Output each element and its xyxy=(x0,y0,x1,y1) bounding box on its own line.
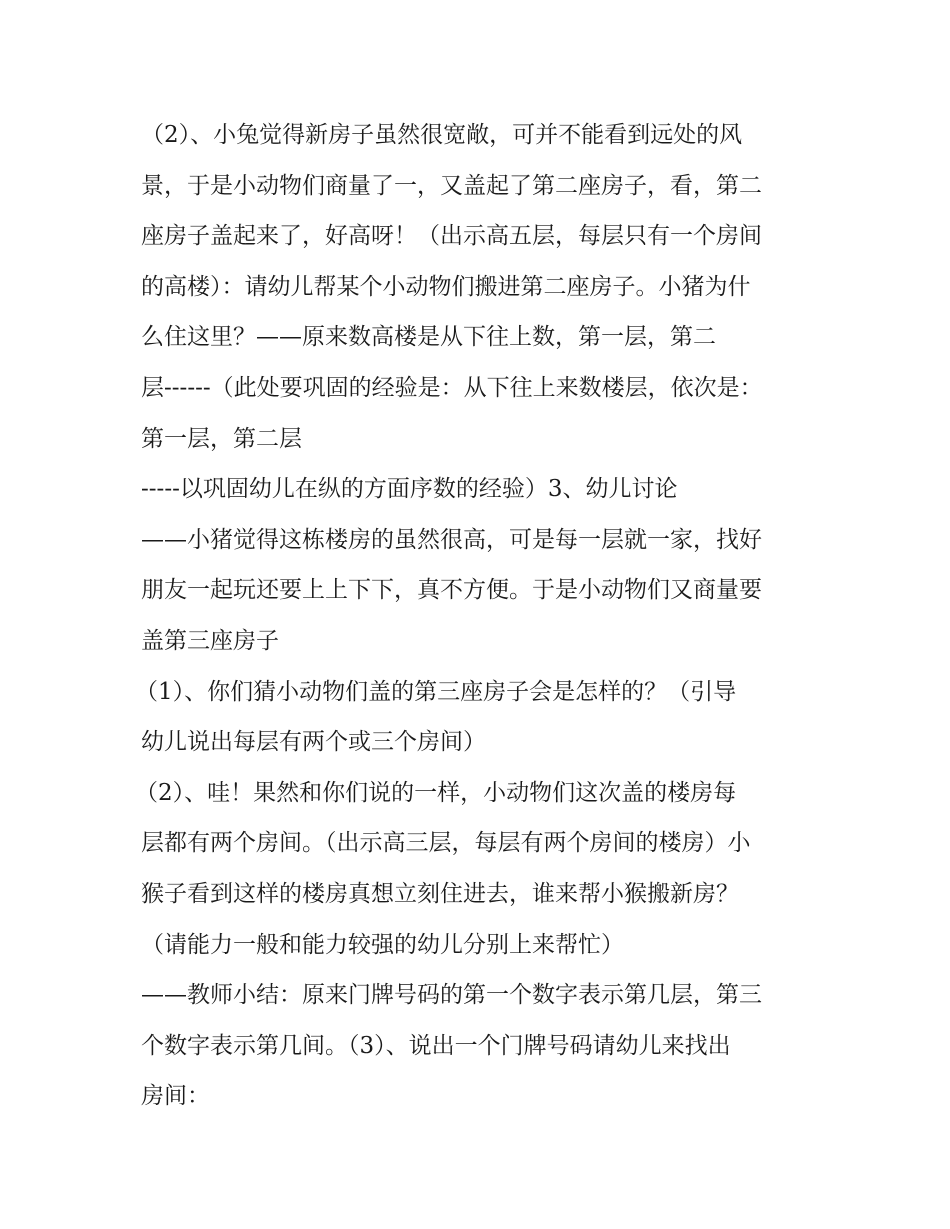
text-line-15: 层都有两个房间。（出示高三层，每层有两个房间的楼房）小 xyxy=(141,830,751,857)
text-line-11: 盖第三座房子 xyxy=(141,627,279,654)
body-text xyxy=(135,110,821,1122)
text-line-2: 景，于是小动物们商量了一，又盖起了第二座房子，看，第二 xyxy=(141,172,762,199)
text-line-19: 个数字表示第几间。（3）、说出一个门牌号码请幼儿来找出 xyxy=(141,1032,731,1059)
text-line-12: （1）、你们猜小动物们盖的第三座房子会是怎样的？（引导 xyxy=(135,678,737,705)
text-line-4: 的高楼）：请幼儿帮某个小动物们搬进第二座房子。小猪为什 xyxy=(141,273,751,300)
text-line-8: -----以巩固幼儿在纵的方面序数的经验）3、幼儿讨论 xyxy=(141,476,678,503)
text-line-3: 座房子盖起来了，好高呀！（出示高五层，每层只有一个房间 xyxy=(141,223,762,250)
text-line-20: 房间： xyxy=(141,1083,210,1110)
text-line-14: （2）、哇！果然和你们说的一样，小动物们这次盖的楼房每 xyxy=(135,779,737,806)
text-line-5: 么住这里？——原来数高楼是从下往上数，第一层，第二 xyxy=(141,324,716,351)
text-line-17: （请能力一般和能力较强的幼儿分别上来帮忙） xyxy=(141,931,624,958)
text-line-16: 猴子看到这样的楼房真想立刻住进去，谁来帮小猴搬新房？ xyxy=(141,880,739,907)
text-line-6: 层------（此处要巩固的经验是：从下往上来数楼层，依次是： xyxy=(141,374,763,401)
text-line-10: 朋友一起玩还要上上下下，真不方便。于是小动物们又商量要 xyxy=(141,577,762,604)
text-line-18: ——教师小结：原来门牌号码的第一个数字表示第几层，第三 xyxy=(141,982,762,1009)
text-line-7: 第一层，第二层 xyxy=(141,425,302,452)
text-line-1: （2）、小兔觉得新房子虽然很宽敞，可并不能看到远处的风 xyxy=(141,122,743,148)
text-line-13: 幼儿说出每层有两个或三个房间） xyxy=(141,729,486,756)
text-line-9: ——小猪觉得这栋楼房的虽然很高，可是每一层就一家，找好 xyxy=(141,526,762,553)
